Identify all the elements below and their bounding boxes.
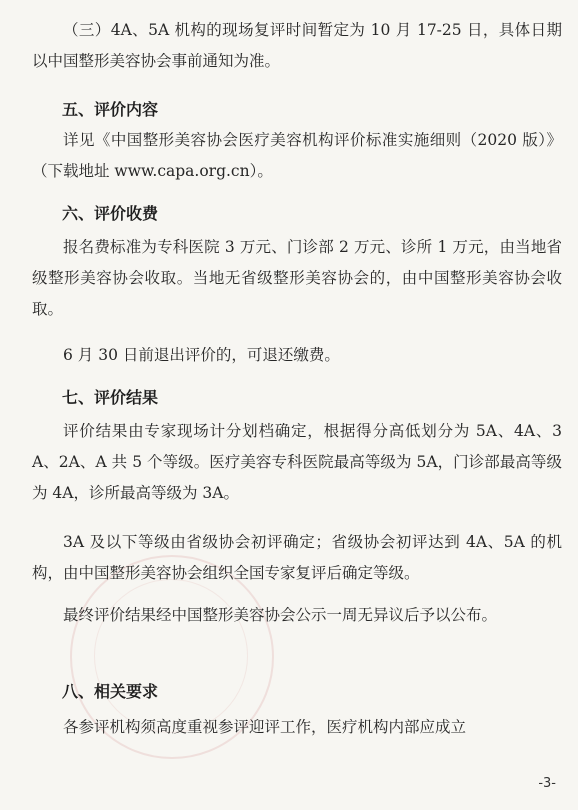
- paragraph-refund: 6 月 30 日前退出评价的，可退还缴费。: [63, 346, 340, 364]
- section-heading-evaluation-content: 五、评价内容: [62, 100, 159, 119]
- section-heading-evaluation-results: 七、评价结果: [62, 388, 159, 407]
- paragraph-result-grading: 评价结果由专家现场计分划档确定，根据得分高低划分为 5A、4A、3A、2A、A 共 5 个等级。医疗美容专科医院最高等级为 5A，门诊部最高等级为 4A，诊所最高等级为 3A。: [32, 422, 562, 502]
- section-heading-requirements: 八、相关要求: [62, 682, 159, 701]
- paragraph-requirements: 各参评机构须高度重视参评迎评工作，医疗机构内部应成立: [63, 718, 467, 736]
- paragraph-review-time: （三）4A、5A 机构的现场复评时间暂定为 10 月 17-25 日，具体日期以中国整形美容协会事前通知为准。: [32, 21, 562, 70]
- page-number: -3-: [538, 776, 556, 791]
- section-heading-evaluation-fees: 六、评价收费: [62, 204, 159, 223]
- paragraph-grade-confirmation: 3A 及以下等级由省级协会初评确定；省级协会初评达到 4A、5A 的机构，由中国整形美容协会组织全国专家复评后确定等级。: [32, 533, 562, 582]
- paragraph-result-publication: 最终评价结果经中国整形美容协会公示一周无异议后予以公布。: [63, 606, 498, 624]
- paragraph-evaluation-content: 详见《中国整形美容协会医疗美容机构评价标准实施细则（2020 版）》（下载地址 www.capa.org.cn）。: [32, 131, 562, 180]
- paragraph-fee-standard: 报名费标准为专科医院 3 万元、门诊部 2 万元、诊所 1 万元，由当地省级整形美容协会收取。当地无省级整形美容协会的，由中国整形美容协会收取。: [32, 238, 562, 318]
